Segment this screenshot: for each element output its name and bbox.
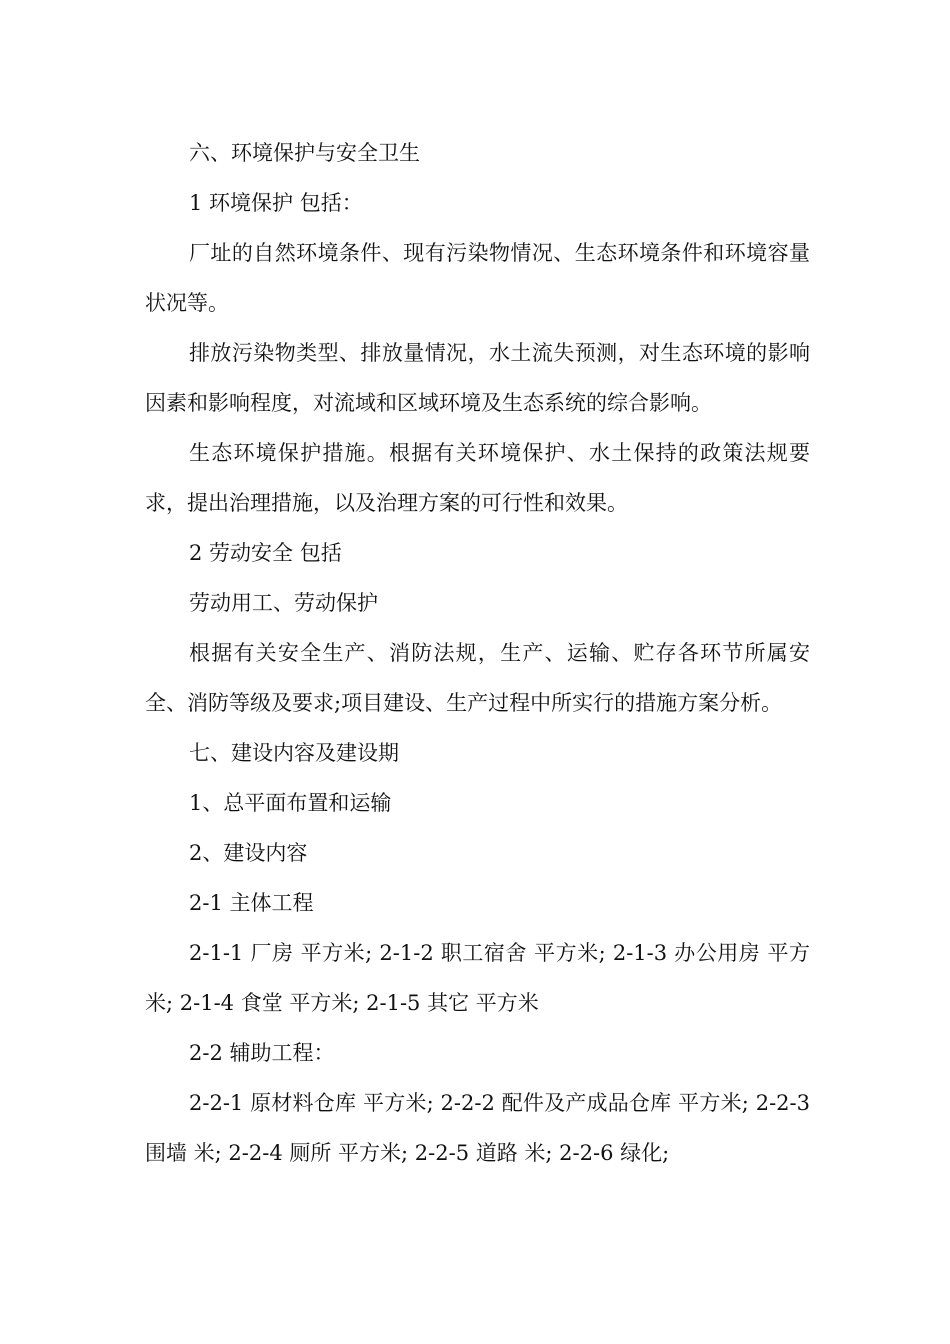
item-main-works: 2-1 主体工程 <box>189 891 314 915</box>
section-heading-construction: 七、建设内容及建设期 <box>189 741 399 765</box>
document-body <box>145 128 810 1178</box>
paragraph-main-works-list: 2-1-1 厂房 平方米; 2-1-2 职工宿舍 平方米; 2-1-3 办公用房 平方米; 2-1-4 食堂 平方米; 2-1-5 其它 平方米 <box>145 941 810 1015</box>
paragraph-ecological-measures: 生态环境保护措施。根据有关环境保护、水土保持的政策法规要求，提出治理措施，以及治理方案的可行性和效果。 <box>145 441 810 515</box>
subheading-labor-safety: 2 劳动安全 包括 <box>189 541 342 565</box>
section-heading-environment-safety: 六、环境保护与安全卫生 <box>189 141 420 165</box>
paragraph-safety-fire-regulations: 根据有关安全生产、消防法规，生产、运输、贮存各环节所属安全、消防等级及要求;项目建设、生产过程中所实行的措施方案分析。 <box>145 641 810 715</box>
paragraph-auxiliary-works-list: 2-2-1 原材料仓库 平方米; 2-2-2 配件及产成品仓库 平方米; 2-2-3 围墙 米; 2-2-4 厕所 平方米; 2-2-5 道路 米; 2-2-6 绿化; <box>145 1091 810 1165</box>
item-general-layout: 1、总平面布置和运输 <box>189 791 392 815</box>
subheading-environmental-protection: 1 环境保护 包括： <box>189 191 363 215</box>
item-construction-content: 2、建设内容 <box>189 841 308 865</box>
paragraph-pollutant-discharge: 排放污染物类型、排放量情况，水土流失预测，对生态环境的影响因素和影响程度，对流域和区域环境及生态系统的综合影响。 <box>145 341 810 415</box>
paragraph-labor-protection: 劳动用工、劳动保护 <box>189 591 378 615</box>
paragraph-site-conditions: 厂址的自然环境条件、现有污染物情况、生态环境条件和环境容量状况等。 <box>145 241 810 315</box>
item-auxiliary-works: 2-2 辅助工程： <box>189 1041 335 1065</box>
